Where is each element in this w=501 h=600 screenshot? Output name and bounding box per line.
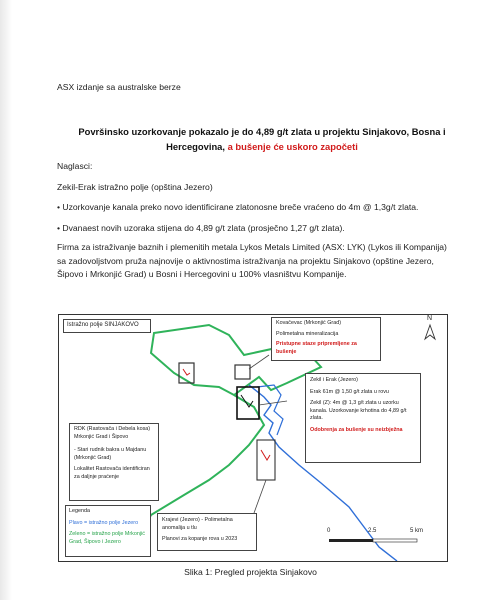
zekil-line2: Zekil (Z): 4m @ 1,3 g/t zlata u uzorku kanala. Uzorkovanje krhotina do 4,89 g/t zlata. [310,400,407,421]
legend-green: Zeleno = istražno polje Mrkonjić Grad, Šipovo i Jezero [69,531,145,545]
north-arrow-icon [425,325,435,339]
asx-line: ASX izdanje sa australske berze [57,82,181,92]
krajevi-line1: Planovi za kopanje rova u 2023 [162,536,238,542]
document-title [62,124,462,154]
rdk-line1: - Stari rudnik bakra u Majdanu (Mrkonjić Grad) [74,447,147,461]
rdk-line2: Lokalitet Rastovača identificiran za daljnje praćenje [74,466,150,480]
scale-label-mid: 2.5 [368,528,377,534]
figure-caption: Slika 1: Pregled projekta Sinjakovo [184,567,317,577]
zekil-red: Odobrenja za bušenje su neizbježna [310,426,403,433]
page-edge-shadow [0,0,12,600]
project-map [58,314,448,562]
rdk-name: RDK (Rastovača i Debela kosa) Mrkonjić Grad i Šipovo [74,426,151,440]
scale-bar-segment-1 [329,539,373,542]
intro-paragraph: Firma za istraživanje baznih i plemenitih metala Lykos Metals Limited (ASX: LYK) (Lykos ili Kompanija) sa zadovoljstvom pruža najnovije o aktivnostima istraživanja na projektu Sinjakovo (opštine Jezero, Šipovo i Mrkonjić Grad) u Bosni i Hercegovini u 100% vlasništvu Kompanije. [57,242,447,279]
bullet-1: • Uzorkovanje kanala preko novo identificirane zlatonosne breče vraćeno do 4m @ 1,3g/t zlata. [57,202,419,212]
target-detail-krajevi [261,450,270,460]
target-box-krajevi [257,440,275,480]
map-title: Istražno polje SINJAKOVO [67,322,139,328]
north-label: N [427,315,433,322]
kovacevac-name: Kovačevac (Mrkonjić Grad) [276,320,342,326]
scale-label-zero: 0 [327,528,331,534]
scale-bar-segment-2 [373,539,417,542]
legend-box [65,505,151,557]
target-box-2 [235,365,250,379]
leader-krajevi [254,480,266,513]
leader-zekil [259,401,287,405]
subheading: Zekil-Erak istražno polje (opština Jezero) [57,182,213,192]
scale-label-end: 5 km [410,528,424,534]
callout-kovacevac [271,317,381,361]
zekil-line1: Erak 61m @ 1,50 g/t zlata u rovu [310,388,389,395]
krajevi-name: Krajevi (Jezero) - Polimetalna anomalija u tlu [162,517,233,531]
callout-rdk [69,423,159,501]
zekil-name: Zekil i Erak (Jezero) [310,377,358,383]
highlights-heading: Naglasci: [57,161,93,171]
legend-blue: Plavo = istražno polje Jezero [69,519,139,526]
kovacevac-red: Pristupne staze pripremljene za bušenje [276,341,357,355]
title-main: Površinsko uzorkovanje pokazalo je do 4,89 g/t zlata u projektu Sinjakovo, Bosna i Hercegovina, [78,126,446,152]
map-title-box [63,319,151,333]
legend-title: Legenda [69,508,90,514]
callout-zekil-erak [305,373,421,463]
kovacevac-line1: Polimetalna mineralizacija [276,330,339,337]
title-highlight: a bušenje će uskoro započeti [227,141,358,152]
bullet-2: • Dvanaest novih uzoraka stijena do 4,89 g/t zlata (prosječno 1,27 g/t zlata). [57,223,345,233]
callout-krajevi [157,513,257,551]
leader-kovacevac [249,355,269,369]
target-detail-1 [183,369,190,375]
